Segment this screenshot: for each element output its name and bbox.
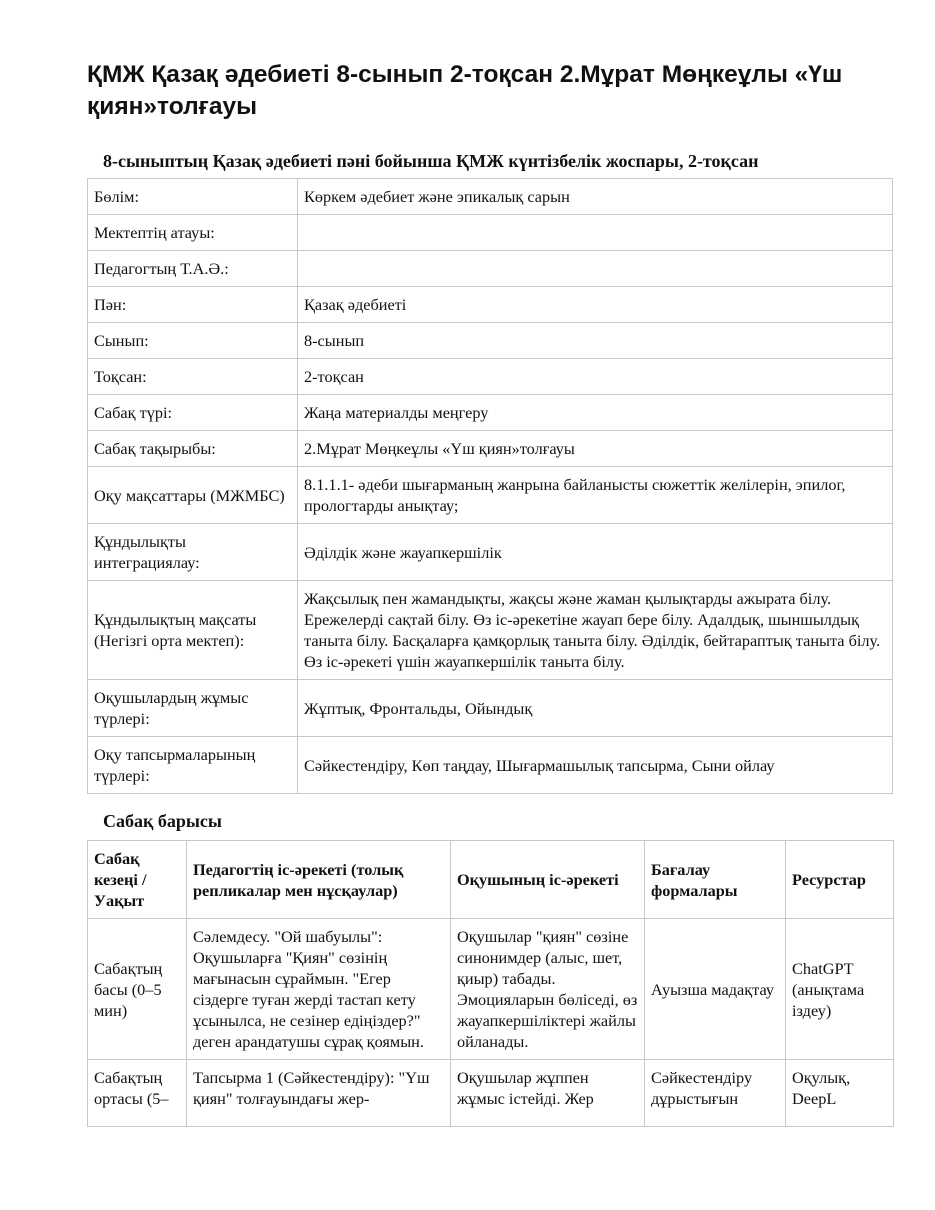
column-header: Оқушының іс-әрекеті <box>451 841 645 919</box>
assessment-form: Сәйкестендіру дұрыстығын <box>651 1068 753 1108</box>
info-value: Әділдік және жауапкершілік <box>298 524 893 581</box>
info-value: 8-сынып <box>298 323 893 359</box>
assessment-form: Ауызша мадақтау <box>645 919 786 1060</box>
info-label: Тоқсан: <box>88 359 298 395</box>
table-row <box>88 359 893 395</box>
teacher-activity: Сәлемдесу. "Ой шабуылы": Оқушыларға "Қиян" сөзінің мағынасын сұраймын. "Егер сіздерге туған жерді тастап кету ұсынылса, не сезінер едіңіздер?" деген арандатушы сұрақ қоямын. <box>187 919 451 1060</box>
table-row <box>88 680 893 737</box>
table-row <box>88 524 893 581</box>
info-value: 2-тоқсан <box>298 359 893 395</box>
info-value: Қазақ әдебиеті <box>298 287 893 323</box>
resources: ChatGPT (анықтама іздеу) <box>786 919 894 1060</box>
table-row <box>88 323 893 359</box>
info-label: Сабақ тақырыбы: <box>88 431 298 467</box>
table-row <box>88 919 894 1060</box>
student-activity: Оқушылар "қиян" сөзіне синонимдер (алыс, шет, қиыр) табады. Эмоцияларын бөліседі, өз жауапкершіліктері жайлы ойланады. <box>451 919 645 1060</box>
info-label: Оқу тапсырмаларының түрлері: <box>88 737 298 794</box>
column-header: Педагогтің іс-әрекеті (толық репликалар мен нұсқаулар) <box>187 841 451 919</box>
lesson-table <box>87 840 894 1127</box>
student-activity: Оқушылар жұппен жұмыс істейді. Жер <box>457 1068 594 1108</box>
table-row <box>88 737 893 794</box>
info-label: Сабақ түрі: <box>88 395 298 431</box>
resources: Оқулық, DeepL <box>792 1068 851 1108</box>
info-value <box>298 215 893 251</box>
table-row <box>88 287 893 323</box>
column-header: Ресурстар <box>786 841 894 919</box>
info-label: Мектептің атауы: <box>88 215 298 251</box>
table-row <box>88 431 893 467</box>
table-header-row <box>88 841 894 919</box>
info-value: Көркем әдебиет және эпикалық сарын <box>298 179 893 215</box>
plan-heading: 8-сыныптың Қазақ әдебиеті пәні бойынша ҚМЖ күнтізбелік жоспары, 2-тоқсан <box>103 151 759 171</box>
lesson-heading: Сабақ барысы <box>103 811 222 831</box>
table-row <box>88 581 893 680</box>
info-label: Сынып: <box>88 323 298 359</box>
column-header: Бағалау формалары <box>645 841 786 919</box>
table-row <box>88 467 893 524</box>
info-value: 2.Мұрат Мөңкеұлы «Үш қиян»толғауы <box>298 431 893 467</box>
info-value <box>298 251 893 287</box>
info-value: Сәйкестендіру, Көп таңдау, Шығармашылық тапсырма, Сыни ойлау <box>298 737 893 794</box>
info-value: Жұптық, Фронтальды, Ойындық <box>298 680 893 737</box>
column-header: Сабақ кезеңі / Уақыт <box>88 841 187 919</box>
info-value: Жаңа материалды меңгеру <box>298 395 893 431</box>
info-label: Құндылықтың мақсаты (Негізгі орта мектеп): <box>88 581 298 680</box>
lesson-stage: Сабақтың басы (0–5 мин) <box>88 919 187 1060</box>
document-title: ҚМЖ Қазақ әдебиеті 8-сынып 2-тоқсан 2.Мұрат Мөңкеұлы «Үш қиян»толғауы <box>87 61 843 120</box>
table-row <box>88 179 893 215</box>
teacher-activity: Тапсырма 1 (Сәйкестендіру): "Үш қиян" толғауындағы жер- <box>193 1068 430 1108</box>
info-label: Педагогтың Т.А.Ә.: <box>88 251 298 287</box>
document-page <box>87 0 893 1127</box>
table-row <box>88 1060 894 1127</box>
table-row <box>88 215 893 251</box>
table-row <box>88 395 893 431</box>
info-table <box>87 178 893 794</box>
info-label: Оқушылардың жұмыс түрлері: <box>88 680 298 737</box>
info-value: 8.1.1.1- әдеби шығарманың жанрына байланысты сюжеттік желілерін, эпилог, прологтарды анықтау; <box>298 467 893 524</box>
info-label: Құндылықты интеграциялау: <box>88 524 298 581</box>
info-label: Бөлім: <box>88 179 298 215</box>
info-label: Пән: <box>88 287 298 323</box>
info-value: Жақсылық пен жамандықты, жақсы және жаман қылықтарды ажырата білу. Ережелерді сақтай білу. Өз іс-әрекетіне жауап бере білу. Адалдық, шыншылдық таныта білу. Басқаларға қамқорлық таныта білу. Әділдік, бейтараптық таныта білу. Өз іс-әрекеті үшін жауапкершілік таныта білу. <box>298 581 893 680</box>
lesson-stage: Сабақтың ортасы (5– <box>94 1068 169 1108</box>
info-label: Оқу мақсаттары (МЖМБС) <box>88 467 298 524</box>
table-row <box>88 251 893 287</box>
